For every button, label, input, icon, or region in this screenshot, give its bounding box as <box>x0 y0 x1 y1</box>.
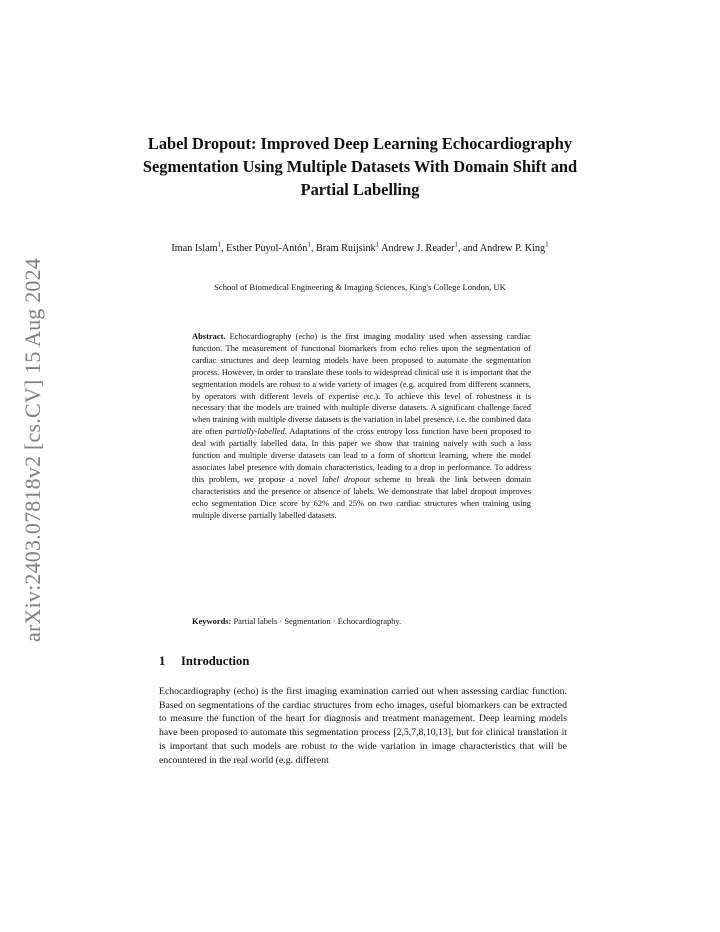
author-affiliation-mark: 1 <box>217 240 222 249</box>
author-name: Iman Islam <box>171 243 218 254</box>
abstract-emphasis: partially-labelled <box>225 426 285 437</box>
abstract-text: Echocardiography (echo) is the first imaging modality used when assessing cardiac function. The measurement of functional biomarkers from echo relies upon the segmentation of cardiac structures and deep learning models have been proposed to automate the segmentation process. However, in order to translate these tools to widespread clinical use it is important that the segmentation models are robust to a wide variety of images (e.g. acquired from different scanners, by operators with different levels of expertise etc.). To achieve this level of robustness it is necessary that the models are trained with multiple diverse datasets. A significant challenge faced when training with multiple diverse datasets is the variation in label presence, i.e. the combined data are often <box>192 331 532 437</box>
abstract <box>192 331 531 522</box>
abstract-emphasis: label dropout <box>322 473 371 484</box>
author-affiliation-mark: 1 <box>307 240 311 249</box>
author-separator: , and <box>457 243 480 254</box>
abstract-text: scheme to break the link between domain characteristics and the presence or absence of labels. We demonstrate that label dropout improves echo segmentation Dice score by 62% and 25% on two cardiac structures when training using multiple diverse partially labelled datasets. <box>192 473 532 520</box>
section-heading <box>159 652 559 670</box>
abstract-label: Abstract. <box>192 331 226 341</box>
author-name: Esther Puyol-Antón <box>226 243 308 254</box>
keywords-text: Partial labels · Segmentation · Echocardiography. <box>233 616 402 626</box>
introduction-paragraph: Echocardiography (echo) is the first imaging examination carried out when assessing cardiac function. Based on segmentations of the cardiac structures from echo images, useful biomarkers can be extracted to measure the function of the heart for diagnosis and treatment management. Deep learning models have been proposed to automate this segmentation process [2,5,7,8,10,13], but for clinical translation it is important that such models are robust to the wide variation in image characteristics that will be encountered in the real world (e.g. different <box>159 686 567 766</box>
keywords-label: Keywords: <box>192 616 232 626</box>
author-affiliation-mark: 1 <box>545 240 549 249</box>
paper-title: Label Dropout: Improved Deep Learning Echocardiography Segmentation Using Multiple Datasets With Domain Shift and Partial Labelling <box>142 134 578 199</box>
arxiv-identifier <box>13 240 53 660</box>
keywords <box>192 615 531 627</box>
section-number: 1 <box>159 654 166 668</box>
author-affiliation-mark: 1 <box>375 240 380 249</box>
affiliation: School of Biomedical Engineering & Imaging Sciences, King's College London, UK <box>214 282 506 292</box>
author-name: Andrew P. King <box>479 243 546 254</box>
author-list <box>160 241 560 256</box>
author-name: Bram Ruijsink <box>315 243 376 254</box>
abstract-text: . Adaptations of the cross entropy loss function have been proposed to deal with partially labelled data. In this paper we show that training naively with such a loss function and multiple diverse datasets can lead to a form of shortcut learning, where the model associates label presence with domain characteristics, leading to a drop in performance. To address this problem, we propose a novel <box>192 426 532 484</box>
author-affiliation-mark: 1 <box>454 240 458 249</box>
author-separator: , <box>310 243 316 254</box>
author-name: Andrew J. Reader <box>381 243 455 254</box>
author-separator: , <box>221 243 227 254</box>
section-title: Introduction <box>181 654 250 668</box>
arxiv-identifier-text: arXiv:2403.07818v2 [cs.CV] 15 Aug 2024 <box>20 257 45 643</box>
